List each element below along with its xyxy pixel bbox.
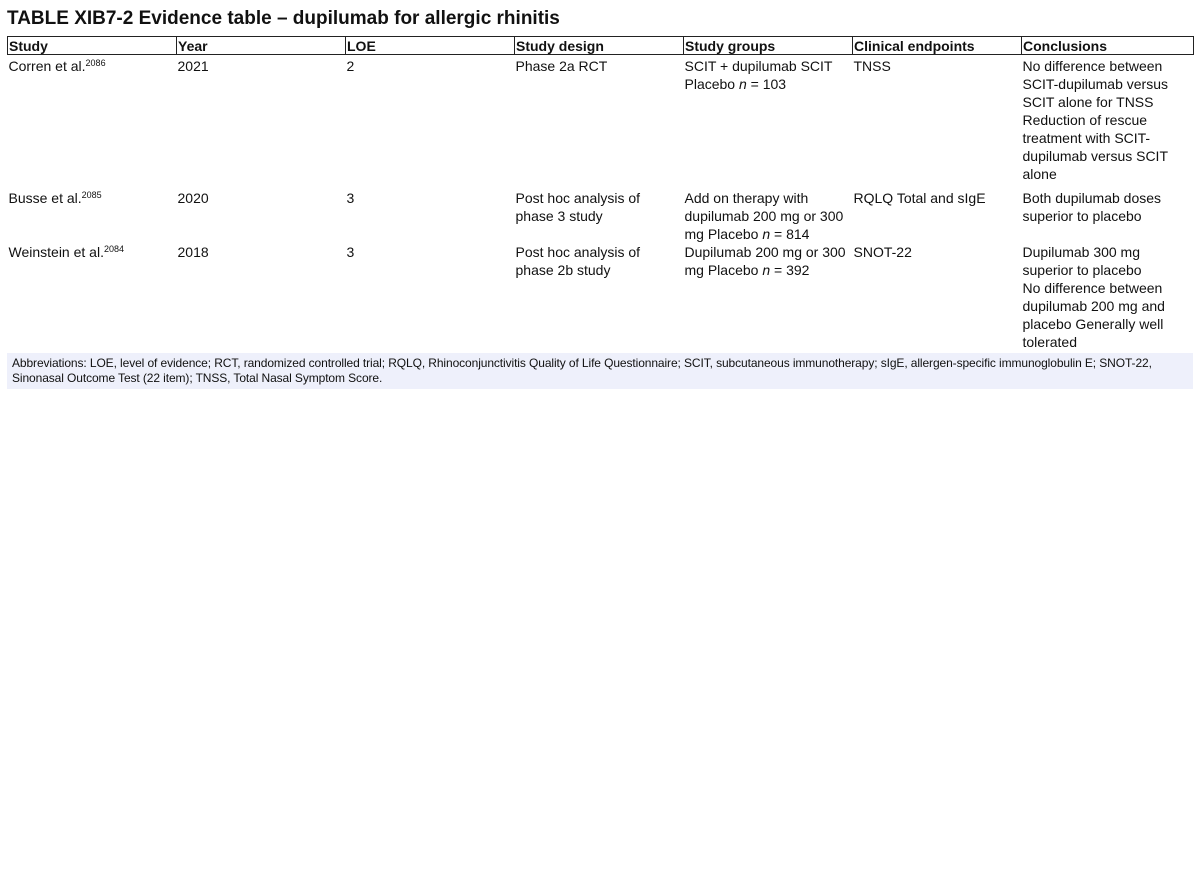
study-name: Busse et al. xyxy=(8,190,82,206)
cell-loe: 2 xyxy=(346,58,355,74)
cell-study-design: Post hoc analysis of phase 2b study xyxy=(515,244,641,278)
reference-number: 2086 xyxy=(85,58,106,68)
sample-size-value: = 814 xyxy=(774,226,810,242)
cell-year: 2021 xyxy=(177,58,209,74)
study-groups-text: Add on therapy with dupilumab 200 mg or 300 mg Placebo xyxy=(684,190,844,242)
cell-study xyxy=(8,189,177,243)
abbreviations-footnote: Abbreviations: LOE, level of evidence; RCT, randomized controlled trial; RQLQ, Rhinoconjunctivitis Quality of Life Questionnaire; SCIT, subcutaneous immunotherapy; sIgE, allergen-specific immunoglobulin E; SNOT-22, Sinonasal Outcome Test (22 item); TNSS, Total Nasal Symptom Score. xyxy=(7,353,1193,389)
cell-conclusions xyxy=(1022,189,1194,243)
study-name: Corren et al. xyxy=(8,58,86,74)
cell-clinical-endpoints: SNOT-22 xyxy=(853,244,912,260)
conclusion-line: Dupilumab 300 mg superior to placebo xyxy=(1022,244,1142,278)
sample-size-value: = 392 xyxy=(774,262,810,278)
reference-number: 2085 xyxy=(81,190,102,200)
cell-conclusions xyxy=(1022,243,1194,351)
cell-study-design: Phase 2a RCT xyxy=(515,58,608,74)
evidence-table xyxy=(7,36,1194,351)
sample-size-label: n xyxy=(762,262,771,278)
cell-year: 2020 xyxy=(177,190,209,206)
table-header-row xyxy=(8,37,1194,55)
header-conclusions: Conclusions xyxy=(1022,37,1194,55)
table-title: TABLE XIB7-2 Evidence table – dupilumab for allergic rhinitis xyxy=(7,8,560,29)
document-page xyxy=(7,7,1193,389)
cell-study-groups xyxy=(684,55,853,190)
sample-size-label: n xyxy=(738,76,747,92)
header-study-groups: Study groups xyxy=(684,37,853,55)
cell-study-design: Post hoc analysis of phase 3 study xyxy=(515,190,641,224)
header-study: Study xyxy=(8,37,177,55)
cell-loe: 3 xyxy=(346,190,355,206)
header-clinical-endpoints: Clinical endpoints xyxy=(853,37,1022,55)
conclusion-line: Reduction of rescue treatment with SCIT-dupilumab versus SCIT alone xyxy=(1022,112,1168,182)
header-study-design: Study design xyxy=(515,37,684,55)
conclusion-line: Both dupilumab doses superior to placebo xyxy=(1022,190,1162,224)
study-groups-text: SCIT + dupilumab SCIT Placebo xyxy=(684,58,833,92)
cell-conclusions xyxy=(1022,55,1194,190)
table-row xyxy=(8,189,1194,243)
reference-number: 2084 xyxy=(103,244,124,254)
conclusion-line: No difference between dupilumab 200 mg and placebo Generally well tolerated xyxy=(1022,280,1165,350)
cell-clinical-endpoints: TNSS xyxy=(853,58,891,74)
cell-study-groups xyxy=(684,243,853,351)
cell-study-groups xyxy=(684,189,853,243)
table-row xyxy=(8,55,1194,190)
cell-study xyxy=(8,243,177,351)
header-year: Year xyxy=(177,37,346,55)
cell-loe: 3 xyxy=(346,244,355,260)
table-row xyxy=(8,243,1194,351)
cell-study xyxy=(8,55,177,190)
header-loe: LOE xyxy=(346,37,515,55)
cell-year: 2018 xyxy=(177,244,209,260)
conclusion-line: No difference between SCIT-dupilumab versus SCIT alone for TNSS xyxy=(1022,58,1169,110)
study-groups-text: Dupilumab 200 mg or 300 mg Placebo xyxy=(684,244,846,278)
sample-size-label: n xyxy=(762,226,771,242)
cell-clinical-endpoints: RQLQ Total and sIgE xyxy=(853,190,986,206)
study-name: Weinstein et al. xyxy=(8,244,104,260)
sample-size-value: = 103 xyxy=(750,76,787,92)
